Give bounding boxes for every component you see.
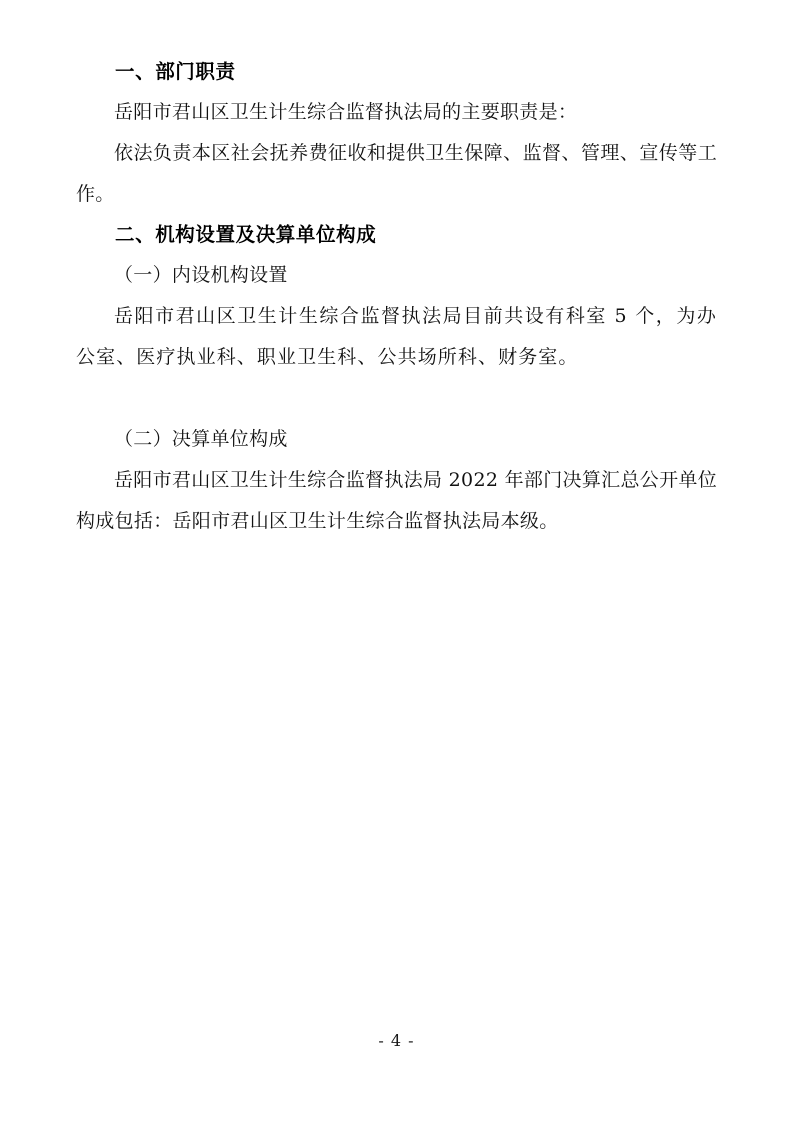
subsection-heading-final-account-units: （二）决算单位构成	[114, 428, 288, 450]
paragraph-internal-org-detail: 岳阳市君山区卫生计生综合监督执法局目前共设有科室 5 个，为办公室、医疗执业科、职业卫生科、公共场所科、财务室。	[76, 305, 717, 368]
subsection-heading-internal-org: （一）内设机构设置	[114, 264, 288, 286]
page-number: - 4 -	[378, 1031, 415, 1050]
paragraph-duties-intro: 岳阳市君山区卫生计生综合监督执法局的主要职责是：	[114, 101, 578, 123]
paragraph-spacer	[76, 378, 717, 419]
page-footer	[0, 1031, 793, 1050]
section-heading-department-duties: 一、部门职责	[115, 60, 236, 83]
paragraph-duties-detail: 依法负责本区社会抚养费征收和提供卫生保障、监督、管理、宣传等工作。	[76, 142, 717, 205]
document-body	[76, 52, 717, 542]
paragraph-final-account-units-detail: 岳阳市君山区卫生计生综合监督执法局 2022 年部门决算汇总公开单位构成包括：岳阳市君山区卫生计生综合监督执法局本级。	[76, 469, 717, 532]
section-heading-org-structure: 二、机构设置及决算单位构成	[115, 223, 377, 246]
